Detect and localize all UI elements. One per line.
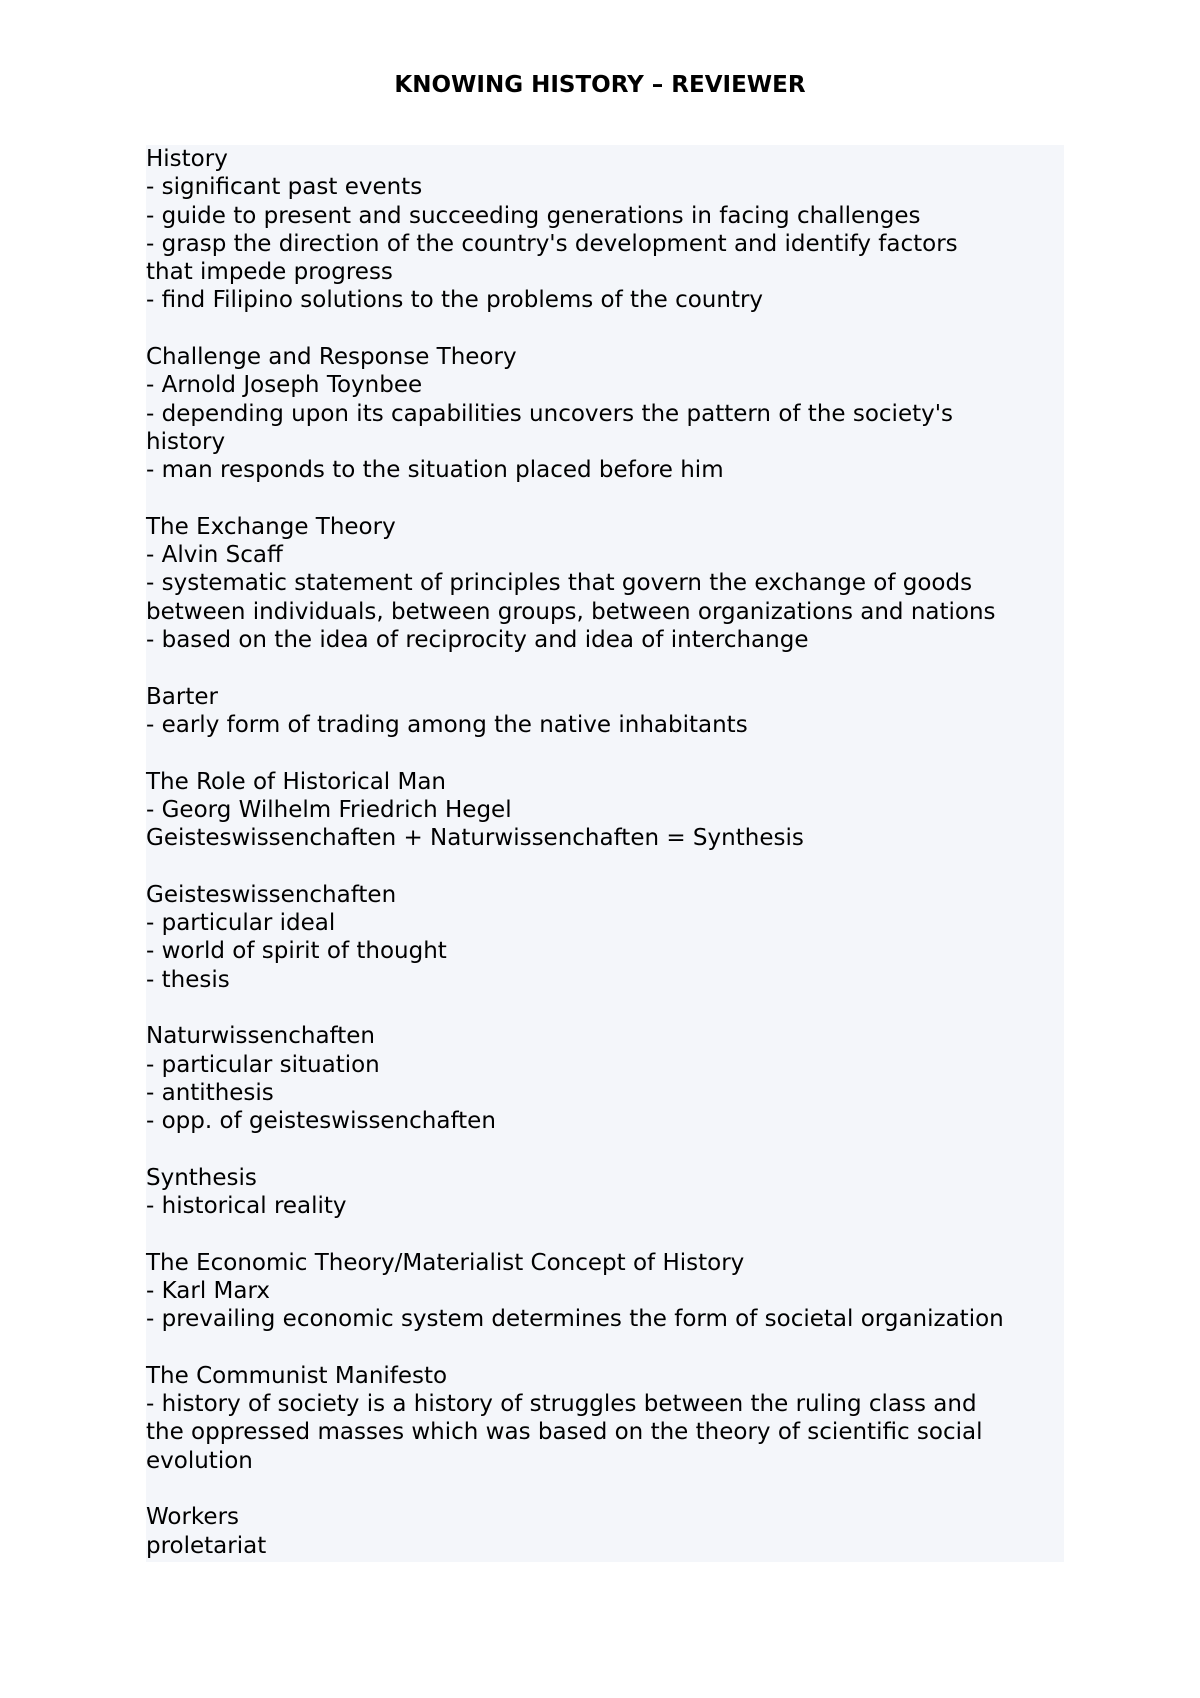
- section-economic-theory: [146, 1249, 1064, 1334]
- section-line: - Georg Wilhelm Friedrich Hegel: [146, 796, 512, 823]
- section-line: - prevailing economic system determines the form of societal organization: [146, 1306, 1004, 1333]
- section-line: - find Filipino solutions to the problems of the country: [146, 287, 764, 314]
- section-historical-man: [146, 768, 1064, 853]
- section-line: - early form of trading among the native inhabitants: [146, 711, 748, 738]
- section-line: that impede progress: [146, 259, 393, 286]
- section-line: - guide to present and succeeding generations in facing challenges: [146, 202, 921, 229]
- section-line: Geisteswissenchaften + Naturwissenchaften = Synthesis: [146, 825, 804, 852]
- section-heading: Geisteswissenchaften: [146, 881, 397, 908]
- section-gap: [146, 1333, 1064, 1361]
- section-gap: [146, 654, 1064, 682]
- section-line: the oppressed masses which was based on the theory of scientific social: [146, 1419, 983, 1446]
- section-heading: Synthesis: [146, 1164, 257, 1191]
- section-synthesis: [146, 1164, 1064, 1221]
- section-line: - Karl Marx: [146, 1277, 270, 1304]
- section-line: - systematic statement of principles that govern the exchange of goods: [146, 570, 973, 597]
- document-title: KNOWING HISTORY – REVIEWER: [394, 72, 806, 98]
- section-line: - particular ideal: [146, 910, 336, 937]
- section-naturwissenchaften: [146, 1022, 1064, 1135]
- section-line: - world of spirit of thought: [146, 938, 447, 965]
- section-line: proletariat: [146, 1532, 267, 1559]
- section-gap: [146, 1475, 1064, 1503]
- section-challenge-response: [146, 343, 1064, 484]
- section-line: evolution: [146, 1447, 253, 1474]
- section-line: between individuals, between groups, between organizations and nations: [146, 598, 996, 625]
- section-workers: [146, 1503, 1064, 1560]
- section-communist-manifesto: [146, 1362, 1064, 1475]
- section-heading: Workers: [146, 1504, 240, 1531]
- document-body: [146, 145, 1064, 1562]
- section-heading: Challenge and Response Theory: [146, 344, 517, 371]
- section-line: - history of society is a history of struggles between the ruling class and: [146, 1391, 977, 1418]
- section-line: - thesis: [146, 966, 230, 993]
- section-heading: Naturwissenchaften: [146, 1023, 376, 1050]
- section-barter: [146, 683, 1064, 740]
- section-heading: The Exchange Theory: [146, 513, 396, 540]
- section-line: - opp. of geisteswissenchaften: [146, 1108, 496, 1135]
- section-gap: [146, 994, 1064, 1022]
- section-gap: [146, 1135, 1064, 1163]
- section-line: - Alvin Scaff: [146, 542, 283, 569]
- section-heading: Barter: [146, 683, 218, 710]
- section-line: - significant past events: [146, 174, 423, 201]
- section-line: - based on the idea of reciprocity and idea of interchange: [146, 627, 809, 654]
- section-gap: [146, 485, 1064, 513]
- section-line: - depending upon its capabilities uncovers the pattern of the society's: [146, 400, 954, 427]
- section-heading: The Role of Historical Man: [146, 768, 446, 795]
- section-line: - man responds to the situation placed before him: [146, 457, 724, 484]
- section-heading: The Communist Manifesto: [146, 1362, 448, 1389]
- section-line: - grasp the direction of the country's development and identify factors: [146, 230, 958, 257]
- section-line: - particular situation: [146, 1051, 380, 1078]
- section-gap: [146, 1220, 1064, 1248]
- section-line: history: [146, 428, 226, 455]
- section-exchange-theory: [146, 513, 1064, 654]
- section-line: - antithesis: [146, 1079, 274, 1106]
- section-gap: [146, 852, 1064, 880]
- section-heading: History: [146, 146, 228, 172]
- section-line: - Arnold Joseph Toynbee: [146, 372, 423, 399]
- section-gap: [146, 315, 1064, 343]
- section-history: [146, 145, 1064, 315]
- section-gap: [146, 739, 1064, 767]
- section-heading: The Economic Theory/Materialist Concept of History: [146, 1249, 745, 1276]
- section-geisteswissenchaften: [146, 881, 1064, 994]
- section-line: - historical reality: [146, 1192, 347, 1219]
